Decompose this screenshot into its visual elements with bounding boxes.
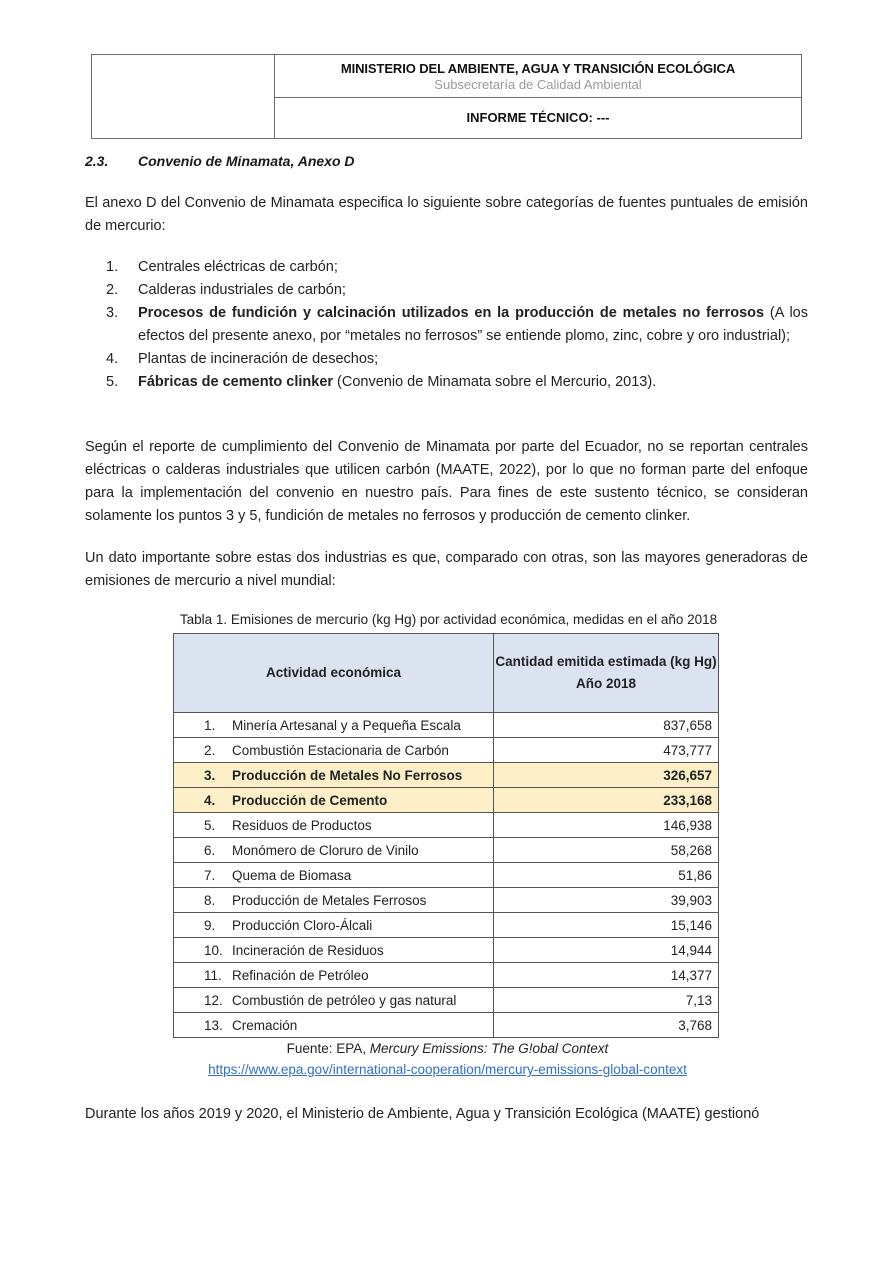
table-row [174, 713, 719, 738]
activity-name: Combustión de petróleo y gas natural [232, 992, 457, 1008]
activity-cell [174, 813, 494, 838]
row-number: 11. [204, 967, 222, 983]
emission-value: 14,377 [494, 963, 719, 988]
list-item: 4. Plantas de incineración de desechos; [106, 351, 379, 367]
activity-name: Combustión Estacionaria de Carbón [232, 742, 449, 758]
emission-value: 837,658 [494, 713, 719, 738]
row-number: 7. [204, 867, 216, 883]
table-row [174, 1013, 719, 1038]
emission-value: 51,86 [494, 863, 719, 888]
document-header [91, 54, 802, 139]
row-number: 4. [204, 792, 216, 808]
list-item: 1. Centrales eléctricas de carbón; [106, 259, 338, 275]
activity-name: Producción de Metales Ferrosos [232, 892, 427, 908]
activity-cell [174, 838, 494, 863]
activity-name: Incineración de Residuos [232, 942, 384, 958]
row-number: 13. [204, 1017, 223, 1033]
source-link[interactable]: https://www.epa.gov/international-cooperation/mercury-emissions-global-context [208, 1062, 687, 1077]
table-caption: Tabla 1. Emisiones de mercurio (kg Hg) por actividad económica, medidas en el año 2018 [179, 612, 718, 627]
activity-cell [174, 938, 494, 963]
activity-cell [174, 713, 494, 738]
emission-value: 326,657 [494, 763, 719, 788]
table-row [174, 763, 719, 788]
activity-cell [174, 963, 494, 988]
paragraph-segun: Según el reporte de cumplimiento del Convenio de Minamata por parte del Ecuador, no se reportan centrales eléctricas o calderas industriales que utilicen carbón (MAATE, 2022), por lo que no forman parte del enfoque para la implementación del convenio en nuestro país. Para fines de este sustento técnico, se consideran solamente los puntos 3 y 5, fundición de metales no ferrosos y producción de cemento clinker. [85, 439, 808, 524]
table-row [174, 913, 719, 938]
activity-name: Quema de Biomasa [232, 867, 352, 883]
table-row [174, 738, 719, 763]
list-item-bold: Procesos de fundición y calcinación utilizados en la producción de metales no ferrosos [138, 305, 765, 321]
activity-name: Residuos de Productos [232, 817, 372, 833]
activity-name: Producción de Metales No Ferrosos [232, 767, 463, 783]
emission-value: 146,938 [494, 813, 719, 838]
table-row [174, 963, 719, 988]
list-item-bold: Fábricas de cemento clinker [138, 374, 334, 390]
table-row [174, 788, 719, 813]
row-number: 9. [204, 917, 216, 933]
activity-name: Producción Cloro-Álcali [232, 917, 373, 933]
ministry-name: MINISTERIO DEL AMBIENTE, AGUA Y TRANSICIÓN ECOLÓGICA [340, 61, 736, 76]
emission-value: 7,13 [494, 988, 719, 1013]
activity-cell [174, 863, 494, 888]
list-item: 3. Procesos de fundición y calcinación utilizados en la producción de metales no ferrosos (A los efectos del presente anexo, por “metales no ferrosos” se entiende plomo, zinc, cobre y oro industrial); [106, 305, 808, 344]
header-org [275, 55, 801, 98]
emission-value: 15,146 [494, 913, 719, 938]
section-title: Convenio de Minamata, Anexo D [138, 153, 355, 169]
table-row [174, 813, 719, 838]
activity-cell [174, 738, 494, 763]
emission-value: 39,903 [494, 888, 719, 913]
emission-value: 3,768 [494, 1013, 719, 1038]
emission-value: 58,268 [494, 838, 719, 863]
logo-cell [92, 55, 275, 138]
emission-value: 473,777 [494, 738, 719, 763]
table-source: Fuente: EPA, Mercury Emissions: The G!obal Context [286, 1041, 609, 1056]
activity-name: Monómero de Cloruro de Vinilo [232, 842, 419, 858]
header-quantity: Cantidad emitida estimada (kg Hg) Año 2018 [494, 634, 719, 713]
activity-name: Refinación de Petróleo [232, 967, 369, 983]
table-row [174, 888, 719, 913]
table-row [174, 863, 719, 888]
header-info [275, 55, 801, 138]
activity-name: Minería Artesanal y a Pequeña Escala [232, 717, 461, 733]
activity-cell [174, 988, 494, 1013]
row-number: 1. [204, 717, 216, 733]
paragraph-dato: Un dato importante sobre estas dos industrias es que, comparado con otras, son las mayores generadoras de emisiones de mercurio a nivel mundial: [85, 550, 808, 589]
paragraph-intro: El anexo D del Convenio de Minamata especifica lo siguiente sobre categorías de fuentes puntuales de emisión de mercurio: [85, 195, 808, 234]
list-item: 2. Calderas industriales de carbón; [106, 282, 346, 298]
emissions-table [173, 633, 719, 1038]
source-categories-list [106, 256, 808, 394]
row-number: 12. [204, 992, 223, 1008]
activity-cell [174, 763, 494, 788]
row-number: 10. [204, 942, 223, 958]
source-title: Mercury Emissions: The G!obal Context [369, 1041, 609, 1056]
activity-name: Producción de Cemento [232, 792, 388, 808]
table-row [174, 988, 719, 1013]
table-header-row [174, 634, 719, 713]
subsecretaria-name: Subsecretaría de Calidad Ambiental [434, 77, 642, 92]
activity-cell [174, 888, 494, 913]
report-title: INFORME TÉCNICO: --- [466, 110, 610, 125]
section-number: 2.3. [85, 153, 109, 169]
section-heading [85, 153, 355, 169]
row-number: 8. [204, 892, 216, 908]
emission-value: 233,168 [494, 788, 719, 813]
row-number: 6. [204, 842, 216, 858]
row-number: 5. [204, 817, 216, 833]
header-activity: Actividad económica [174, 634, 494, 713]
row-number: 2. [204, 742, 216, 758]
table-row [174, 838, 719, 863]
table-row [174, 938, 719, 963]
paragraph-durante: Durante los años 2019 y 2020, el Ministerio de Ambiente, Agua y Transición Ecológica (MAATE) gestionó [85, 1106, 760, 1122]
activity-name: Cremación [232, 1017, 298, 1033]
row-number: 3. [204, 767, 216, 783]
emission-value: 14,944 [494, 938, 719, 963]
activity-cell [174, 1013, 494, 1038]
activity-cell [174, 788, 494, 813]
activity-cell [174, 913, 494, 938]
list-item: 5. Fábricas de cemento clinker (Convenio de Minamata sobre el Mercurio, 2013). [106, 374, 657, 390]
